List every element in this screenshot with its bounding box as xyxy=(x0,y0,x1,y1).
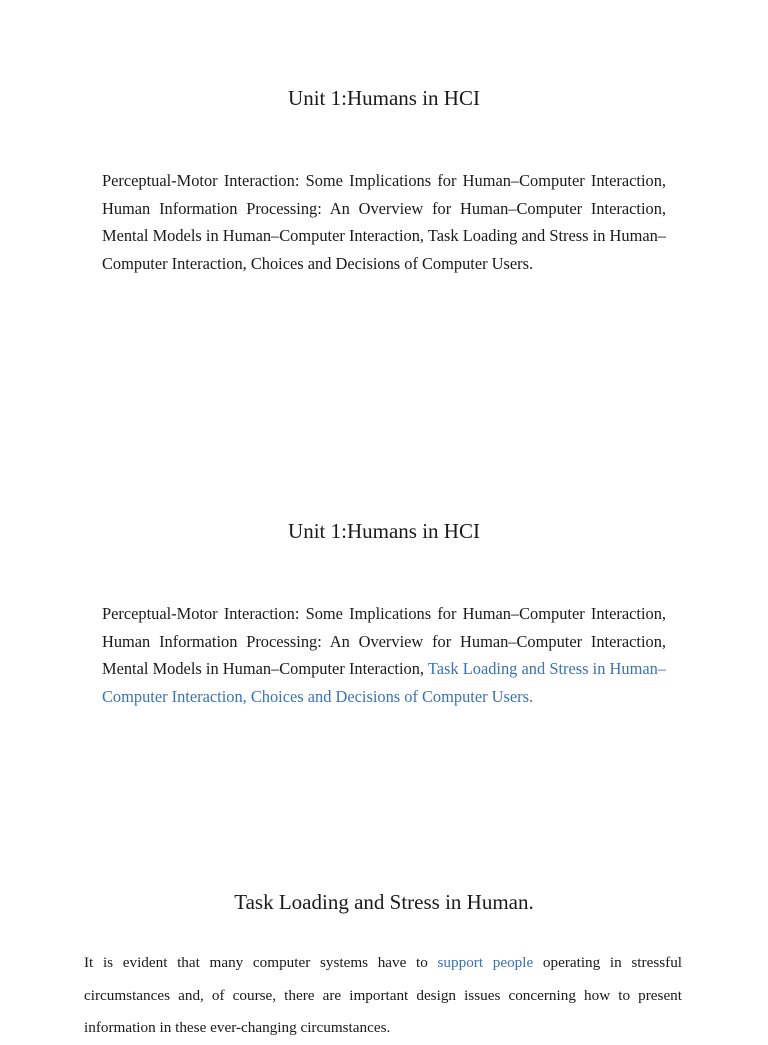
unit-title-1: Unit 1:Humans in HCI xyxy=(288,86,480,110)
unit-summary-paragraph-1: Perceptual-Motor Interaction: Some Implications for Human–Computer Interaction, Human Information Processing: An Overview for Human–Computer Interaction, Mental Models in Human–Computer Interaction, Task Loading and Stress in Human–Computer Interaction, Choices and Decisions of Computer Users. xyxy=(102,171,666,273)
support-people-link[interactable]: support people xyxy=(437,954,534,971)
task-loading-heading: Task Loading and Stress in Human. xyxy=(234,890,534,914)
task-loading-paragraph xyxy=(84,947,682,1045)
paragraph-text-after-link: operating in stressful circumstances and, of course, there are important design issues concerning how to present information in these ever-changing circumstances. xyxy=(84,954,683,1036)
task-loading-link[interactable]: Task Loading and Stress in Human–Computer Interaction, Choices and Decisions of Computer Users. xyxy=(102,659,666,706)
paragraph-text-before-link: It is evident that many computer systems have to xyxy=(84,954,438,971)
unit-title-2: Unit 1:Humans in HCI xyxy=(288,519,480,543)
unit-summary-paragraph-2 xyxy=(102,600,666,710)
summary-plain-text: Perceptual-Motor Interaction: Some Implications for Human–Computer Interaction, Human Information Processing: An Overview for Human–Computer Interaction, Mental Models in Human–Computer Interaction, xyxy=(102,604,666,678)
